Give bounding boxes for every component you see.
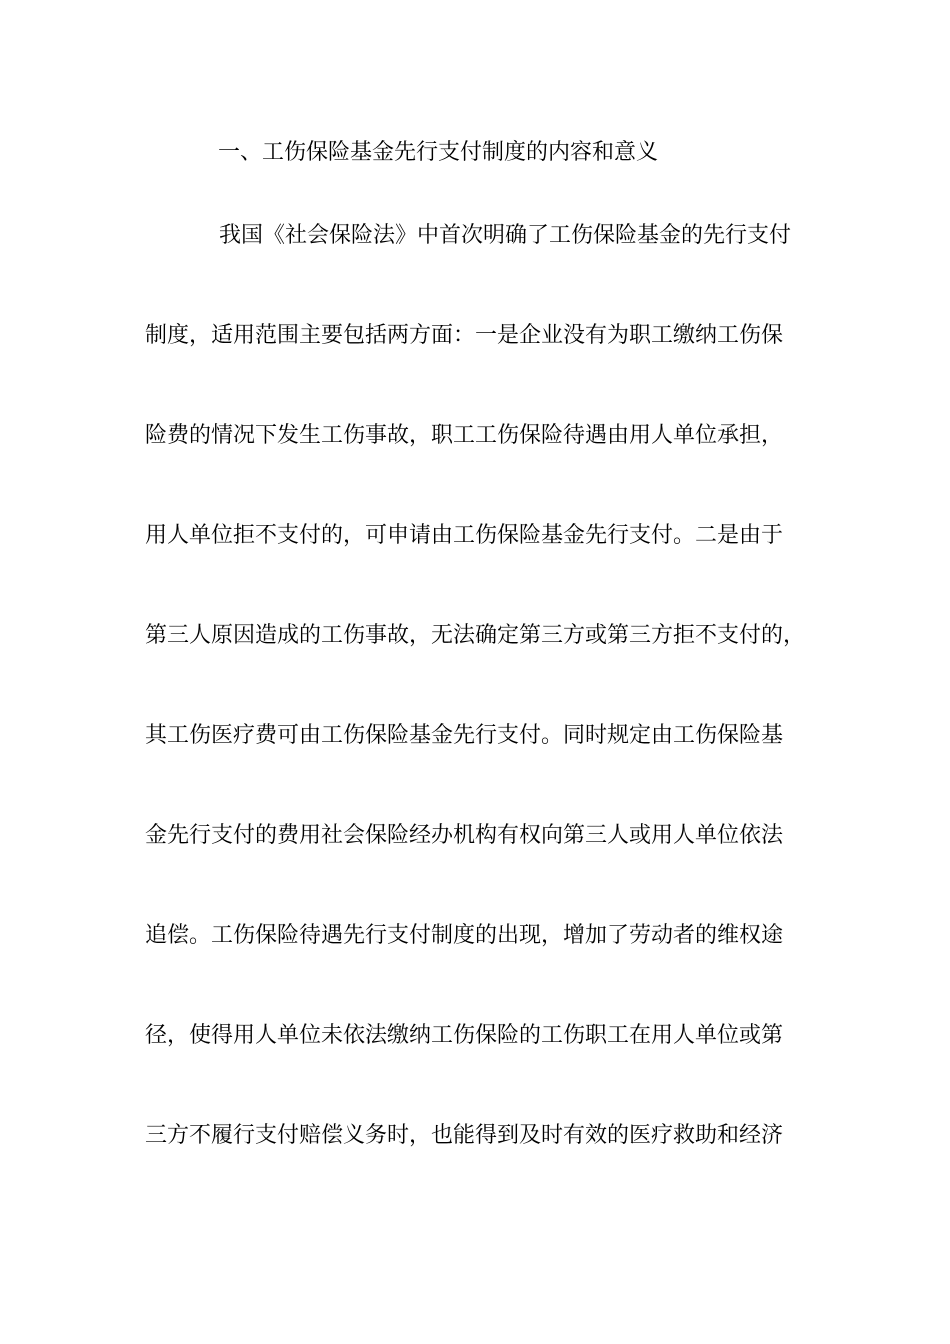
paragraph-line-4: 用人单位拒不支付的，可申请由工伤保险基金先行支付。二是由于: [145, 523, 784, 548]
section-heading: 一、工伤保险基金先行支付制度的内容和意义: [218, 140, 659, 165]
paragraph-line-7: 金先行支付的费用社会保险经办机构有权向第三人或用人单位依法: [145, 823, 784, 848]
paragraph-line-3: 险费的情况下发生工伤事故，职工工伤保险待遇由用人单位承担，: [145, 423, 784, 448]
paragraph-line-1: 我国《社会保险法》中首次明确了工伤保险基金的先行支付: [219, 223, 792, 248]
paragraph-line-5: 第三人原因造成的工伤事故，无法确定第三方或第三方拒不支付的，: [145, 623, 806, 648]
paragraph-line-6: 其工伤医疗费可由工伤保险基金先行支付。同时规定由工伤保险基: [145, 723, 784, 748]
paragraph-line-2: 制度，适用范围主要包括两方面：一是企业没有为职工缴纳工伤保: [145, 323, 784, 348]
paragraph-line-8: 追偿。工伤保险待遇先行支付制度的出现，增加了劳动者的维权途: [145, 923, 784, 948]
paragraph-line-10: 三方不履行支付赔偿义务时，也能得到及时有效的医疗救助和经济: [145, 1123, 784, 1148]
paragraph-line-9: 径，使得用人单位未依法缴纳工伤保险的工伤职工在用人单位或第: [145, 1023, 784, 1048]
